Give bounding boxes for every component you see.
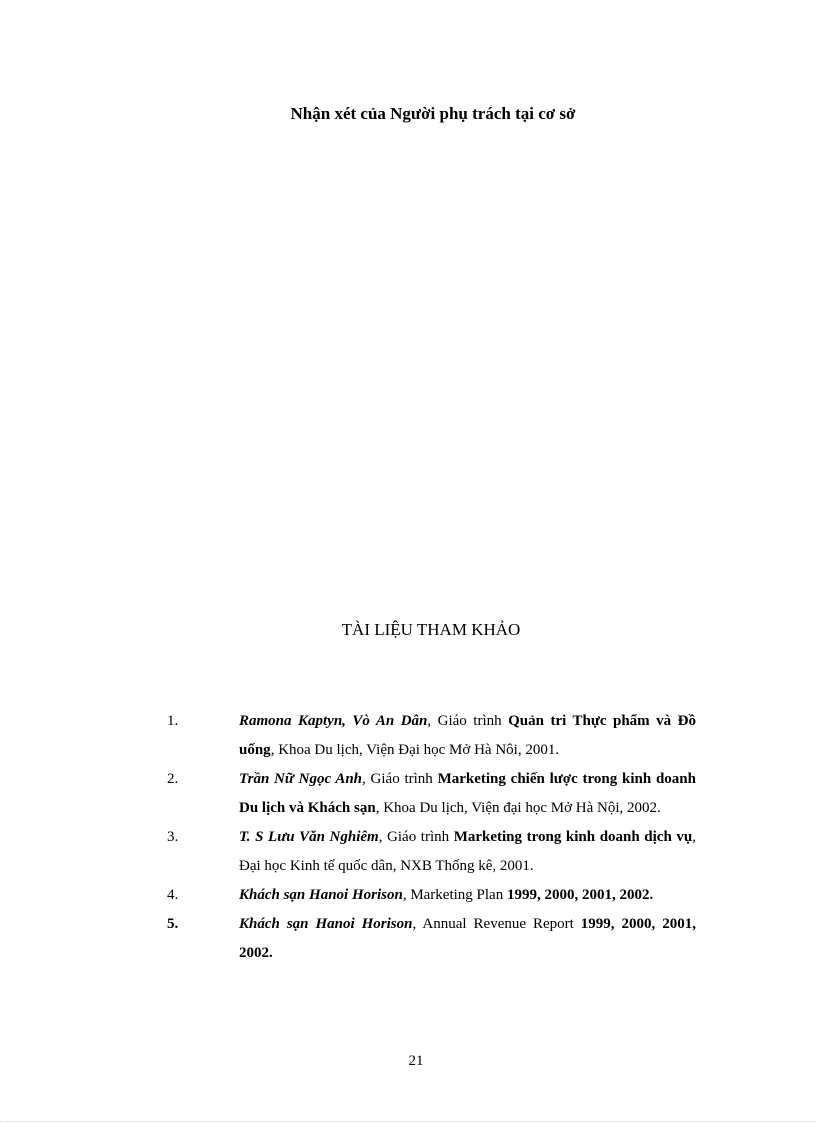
reference-item-2 bbox=[167, 765, 696, 823]
reference-number: 3. bbox=[167, 829, 179, 845]
reference-number: 1. bbox=[167, 713, 179, 729]
reference-item-4 bbox=[167, 881, 696, 910]
reference-author: T. S Lưu Văn Nghiêm bbox=[239, 829, 379, 845]
reference-title: 1999, 2000, 2001, 2002. bbox=[239, 916, 697, 961]
reference-prefix: , Marketing Plan bbox=[402, 887, 507, 903]
reference-number: 5. bbox=[167, 916, 179, 932]
reference-prefix: , Giáo trình bbox=[378, 829, 454, 845]
reference-suffix: , Đại học Kinh tế quốc dân, NXB Thống kê, 2001. bbox=[239, 829, 696, 874]
reference-item-5 bbox=[167, 910, 696, 968]
reference-title: 1999, 2000, 2001, 2002. bbox=[506, 887, 654, 903]
reference-number: 2. bbox=[167, 771, 179, 787]
reference-title: Quản tri Thực phẩm và Đồ uống bbox=[239, 713, 696, 758]
reference-item-3 bbox=[167, 823, 696, 881]
reference-author: Trần Nữ Ngọc Anh bbox=[239, 771, 363, 787]
supervisor-comment-heading: Nhận xét của Người phụ trách tại cơ sở bbox=[290, 104, 576, 123]
reference-item-1 bbox=[167, 707, 696, 765]
reference-title: Marketing trong kinh doanh dịch vụ bbox=[453, 829, 693, 845]
references-heading: TÀI LIỆU THAM KHẢO bbox=[341, 620, 521, 639]
reference-suffix: , Khoa Du lịch, Viện Đại học Mở Hà Nôi, 2001. bbox=[270, 742, 560, 758]
reference-author: Khách sạn Hanoi Horison bbox=[239, 916, 413, 932]
reference-title: Marketing chiến lược trong kinh doanh Du lịch và Khách sạn bbox=[239, 771, 696, 816]
reference-prefix: , Giáo trình bbox=[362, 771, 438, 787]
reference-author: Ramona Kaptyn, Vò An Dân bbox=[239, 713, 428, 729]
reference-number: 4. bbox=[167, 887, 179, 903]
reference-prefix: , Giáo trình bbox=[427, 713, 509, 729]
reference-suffix: , Khoa Du lịch, Viện đại học Mở Hà Nội, 2002. bbox=[375, 800, 661, 816]
page-number: 21 bbox=[408, 1053, 424, 1069]
reference-prefix: , Annual Revenue Report bbox=[412, 916, 581, 932]
reference-author: Khách sạn Hanoi Horison bbox=[239, 887, 403, 903]
page-bottom-divider bbox=[0, 1121, 816, 1122]
reference-list bbox=[167, 707, 696, 968]
